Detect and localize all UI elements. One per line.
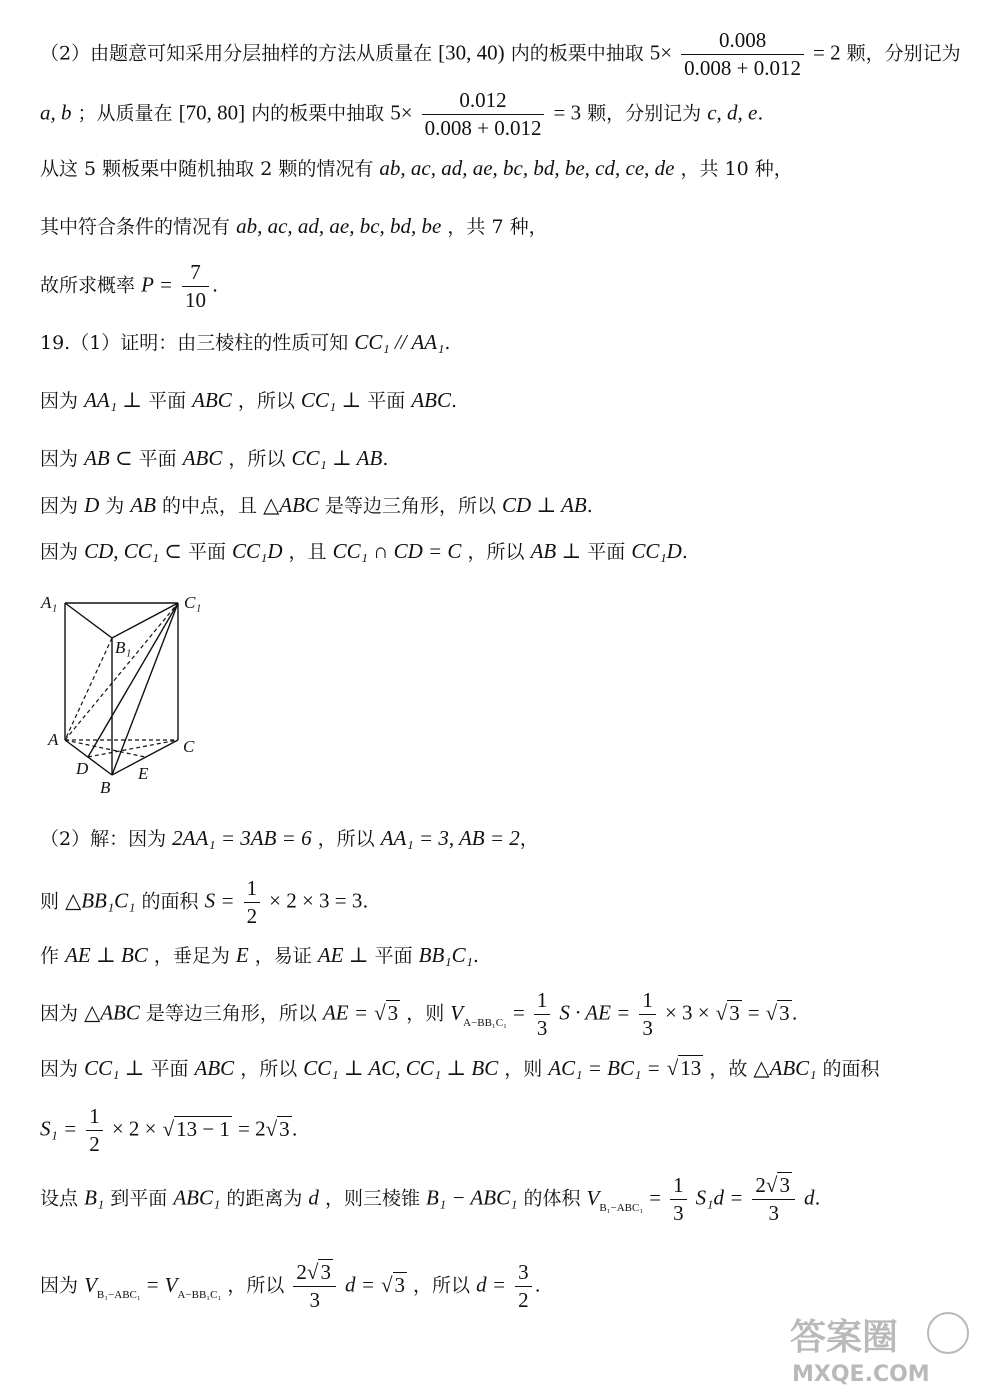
p2-line4 bbox=[40, 216, 548, 237]
fraction: $\frac{2√3}{3}$ bbox=[752, 1175, 795, 1224]
svg-text:MXQE.COM: MXQE.COM bbox=[792, 1362, 930, 1387]
sqrt: √13 bbox=[666, 1056, 702, 1080]
math: AB ⊂ bbox=[84, 446, 133, 470]
math: ab, ac, ad, ae, bc, bd, be, cd, ce, de bbox=[379, 156, 675, 180]
text: 内的板栗中抽取 bbox=[251, 102, 385, 125]
watermark-logo bbox=[780, 1309, 980, 1389]
text: ，共 10 种， bbox=[680, 158, 793, 180]
math: c, d, e bbox=[707, 100, 758, 125]
math: CC₁D bbox=[232, 539, 283, 563]
p2-line1 bbox=[40, 30, 961, 79]
text: 内的板栗中抽取 bbox=[510, 42, 644, 65]
math: CC₁D bbox=[631, 539, 682, 563]
text: 其中符合条件的情况有 bbox=[40, 216, 231, 238]
q19-line3: 因为 AB ⊂ 平面 ABC ，所以 CC₁ ⊥ AB. bbox=[40, 446, 389, 470]
q19-line2: 因为 AA₁ ⊥ 平面 ABC ，所以 CC₁ ⊥ 平面 ABC. bbox=[40, 388, 458, 412]
math: = 2 bbox=[813, 40, 841, 65]
math: B₁ bbox=[84, 1185, 105, 1210]
label-B: B bbox=[100, 778, 111, 797]
interval-30-40: [30, 40) bbox=[438, 40, 505, 65]
math: P = bbox=[141, 272, 173, 297]
fraction: $\frac{0.012}{0.008 + 0.012}$ bbox=[422, 90, 545, 139]
math: AE ⊥ BC bbox=[65, 943, 148, 967]
math: a, b bbox=[40, 100, 72, 125]
volume-symbol: $V_{A-BB_1C_1}$ bbox=[164, 1272, 222, 1301]
fraction: $\frac{1}{2}$ bbox=[86, 1106, 103, 1155]
q19-line5: 因为 CD, CC₁ ⊂ 平面 CC₁D ，且 CC₁ ∩ CD = C ，所以 AB ⊥ 平面 CC₁D. bbox=[40, 539, 688, 563]
math: AA₁ ⊥ bbox=[84, 388, 143, 412]
math: CC₁ ⊥ AC, CC₁ ⊥ BC bbox=[303, 1056, 499, 1080]
label-E: E bbox=[138, 764, 149, 783]
interval-70-80: [70, 80] bbox=[178, 100, 246, 125]
label-C: C bbox=[183, 737, 195, 756]
math: S₁d = bbox=[695, 1185, 744, 1210]
math: CC₁ ∩ CD = C bbox=[332, 539, 462, 563]
text: 故所求概率 bbox=[40, 274, 136, 297]
math: D bbox=[84, 493, 100, 517]
math: AC₁ = BC₁ = bbox=[548, 1056, 661, 1080]
q19-2-line1: （2）解：因为 2AA₁ = 3AB = 6 ，所以 AA₁ = 3, AB = 2， bbox=[40, 826, 539, 850]
fraction: $\frac{1}{3}$ bbox=[639, 990, 656, 1039]
sqrt: √3 bbox=[380, 1272, 405, 1297]
math: ab, ac, ad, ae, bc, bd, be bbox=[236, 214, 442, 238]
label-B1: B₁ bbox=[115, 638, 132, 657]
math: E bbox=[235, 943, 249, 967]
math: CC₁ ⊥ AB bbox=[291, 446, 383, 470]
label-D: D bbox=[76, 759, 89, 778]
math: d bbox=[308, 1185, 319, 1210]
fraction: $\frac{1}{3}$ bbox=[670, 1175, 687, 1224]
math: S = bbox=[204, 888, 235, 913]
volume-symbol: $V_{A-BB_1C_1}$ bbox=[450, 1000, 507, 1029]
p2-line3 bbox=[40, 158, 793, 179]
text: 从这 5 颗板栗中随机抽取 2 颗的情况有 bbox=[40, 158, 374, 180]
math: AE = bbox=[322, 1000, 369, 1025]
text: 颗，分别记为 bbox=[846, 42, 961, 65]
prism-figure bbox=[38, 590, 228, 800]
sqrt: √3 bbox=[374, 1000, 399, 1025]
text: 19.（1）证明：由三棱柱的性质可知 bbox=[40, 332, 349, 354]
text: （2）由题意可知采用分层抽样的方法从质量在 bbox=[40, 42, 433, 65]
math: ABC bbox=[192, 388, 232, 412]
math: ABC bbox=[411, 388, 452, 412]
sqrt: √3 bbox=[765, 1000, 790, 1025]
q19-2-line8: 因为 $V_{B_1-ABC_1} = V_{A-BB_1C_1}$ ，所以 $\frac{2√3}{3}$ d = √3 ，所以 d = $\frac{3}{2}$ . bbox=[40, 1260, 541, 1312]
math: △BB₁C₁ bbox=[65, 888, 136, 913]
fraction: $\frac{3}{2}$ bbox=[515, 1262, 532, 1311]
volume-symbol: $V_{B_1-ABC_1}$ bbox=[586, 1185, 644, 1214]
math: AE ⊥ bbox=[317, 943, 369, 967]
q19-2-line7: 设点 B₁ 到平面 ABC₁ 的距离为 d ，则三棱锥 B₁ − ABC₁ 的体积 $V_{B_1-ABC_1}$ = $\frac{1}{3}$ S₁d = $\frac{2√3}{3}$ d. bbox=[40, 1173, 821, 1225]
math: S · AE = bbox=[559, 1000, 631, 1025]
label-A1: A₁ bbox=[41, 593, 58, 612]
math: △ABC₁ bbox=[753, 1056, 817, 1080]
fraction: $\frac{2√3}{3}$ bbox=[293, 1262, 336, 1311]
math: AB bbox=[130, 493, 156, 517]
math: ABC bbox=[194, 1056, 235, 1080]
math: CD ⊥ AB bbox=[502, 493, 587, 517]
math: AB ⊥ bbox=[530, 539, 582, 563]
q19-line1: 19.（1）证明：由三棱柱的性质可知 CC₁ // AA₁. bbox=[40, 330, 451, 354]
math: 5× bbox=[649, 40, 673, 65]
math: BB₁C₁ bbox=[418, 943, 473, 967]
fraction: $\frac{7}{10}$ bbox=[182, 262, 209, 311]
svg-text:答案圈: 答案圈 bbox=[790, 1317, 899, 1358]
math: CC₁ ⊥ bbox=[300, 388, 362, 412]
p2-line5: 故所求概率 P = $\frac{7}{10}$ . bbox=[40, 260, 219, 312]
q19-line4: 因为 D 为 AB 的中点，且 △ABC 是等边三角形，所以 CD ⊥ AB. bbox=[40, 493, 593, 517]
fraction: $\frac{1}{3}$ bbox=[534, 990, 551, 1039]
fraction: $\frac{0.008}{0.008 + 0.012}$ bbox=[681, 30, 804, 79]
math: CC₁ // AA₁ bbox=[354, 330, 445, 354]
text: ，共 7 种， bbox=[447, 216, 548, 238]
math: △ABC bbox=[84, 1000, 140, 1025]
text: ；从质量在 bbox=[77, 102, 173, 125]
q19-2-line2: 则 △BB₁C₁ 的面积 S = $\frac{1}{2}$ × 2 × 3 = 3. bbox=[40, 876, 369, 928]
label-C1: C₁ bbox=[184, 593, 202, 612]
math: CD, CC₁ ⊂ bbox=[84, 539, 182, 563]
math: × 2 × 3 = 3 bbox=[269, 888, 363, 913]
math: = 3 bbox=[553, 100, 582, 125]
math: AA₁ = 3, AB = 2 bbox=[380, 826, 520, 850]
label-A: A bbox=[48, 730, 59, 749]
q19-2-line3: 作 AE ⊥ BC ，垂足为 E ，易证 AE ⊥ 平面 BB₁C₁. bbox=[40, 943, 479, 967]
fraction: $\frac{1}{2}$ bbox=[244, 878, 261, 927]
math: CC₁ ⊥ bbox=[84, 1056, 145, 1080]
math: 5× bbox=[390, 100, 413, 125]
sqrt: √3 bbox=[265, 1116, 290, 1141]
q19-2-line4: 因为 △ABC 是等边三角形，所以 AE = √3 ，则 $V_{A-BB_1C_1}$ = $\frac{1}{3}$ S · AE = $\frac{1}{3}$ × 3 × √3 = √3 . bbox=[40, 988, 798, 1040]
sqrt: √13 − 1 bbox=[162, 1116, 230, 1141]
math: △ABC bbox=[263, 493, 319, 517]
math: 2AA₁ = 3AB = 6 bbox=[172, 826, 312, 850]
math: B₁ − ABC₁ bbox=[426, 1185, 518, 1210]
math: ABC bbox=[182, 446, 223, 470]
math: S₁ = bbox=[40, 1116, 78, 1141]
text: 颗，分别记为 bbox=[587, 102, 702, 125]
sqrt: √3 bbox=[715, 1000, 740, 1025]
q19-2-line6: S₁ = $\frac{1}{2}$ × 2 × √13 − 1 = 2√3 . bbox=[40, 1104, 298, 1156]
p2-line2: a, b ；从质量在 [70, 80] 内的板栗中抽取 5× $\frac{0.012}{0.008 + 0.012}$ = 3 颗，分别记为 c, d, e. bbox=[40, 88, 764, 140]
math: ABC₁ bbox=[173, 1185, 221, 1210]
q19-2-line5: 因为 CC₁ ⊥ 平面 ABC ，所以 CC₁ ⊥ AC, CC₁ ⊥ BC ，则 AC₁ = BC₁ = √13 ，故 △ABC₁ 的面积 bbox=[40, 1056, 880, 1080]
volume-symbol: $V_{B_1-ABC_1}$ bbox=[84, 1272, 141, 1301]
